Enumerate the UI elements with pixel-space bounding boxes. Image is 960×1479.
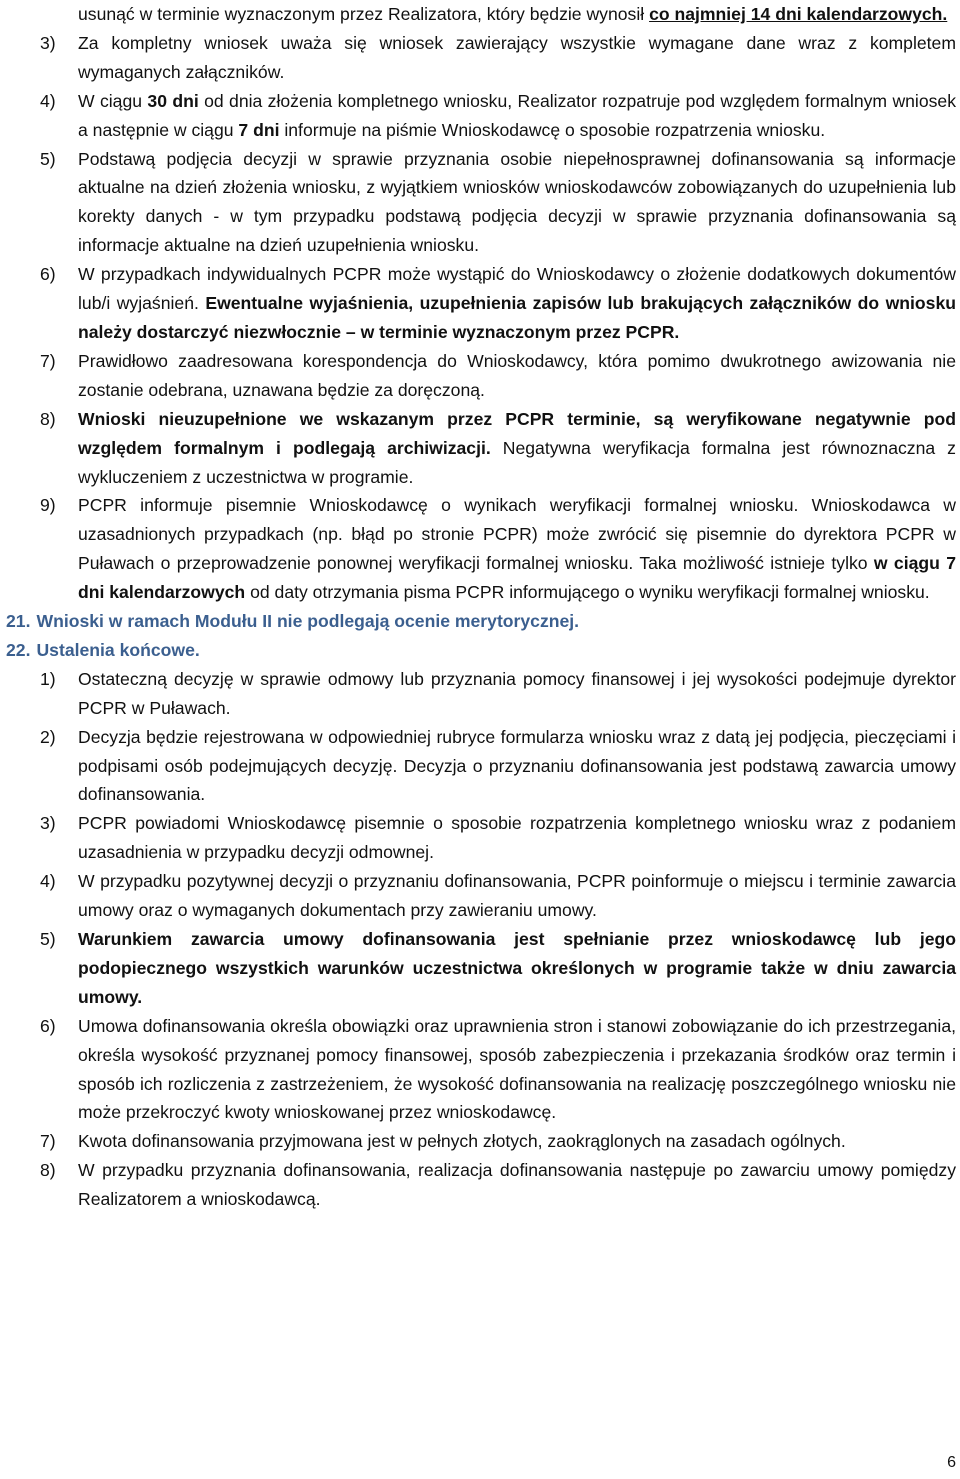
list-number: 5) — [40, 148, 56, 169]
final-item-5: 5) Warunkiem zawarcia umowy dofinansowania jest spełnianie przez wnioskodawcę lub jego podopiecznego wszystkich warunków uczestnictwa określonych w programie także w dniu zawarcia umowy. — [0, 925, 960, 1012]
list-number: 8) — [40, 1160, 56, 1181]
section-heading-21: 21. Wnioski w ramach Modułu II nie podlegają ocenie merytorycznej. — [6, 611, 580, 632]
list-number: 9) — [40, 495, 56, 516]
final-item-3: 3) PCPR powiadomi Wnioskodawcę pisemnie o sposobie rozpatrzenia kompletnego wniosku wraz z podaniem uzasadnienia w przypadku decyzji odmownej. — [0, 809, 960, 867]
list-number: 2) — [40, 726, 56, 747]
list-number: 3) — [40, 32, 56, 53]
list-item-7: 7) Prawidłowo zaadresowana korespondencja do Wnioskodawcy, która pomimo dwukrotnego awizowania nie zostanie odebrana, uznawana będzie za doręczoną. — [0, 347, 960, 405]
final-item-4: 4) W przypadku pozytywnej decyzji o przyznaniu dofinansowania, PCPR poinformuje o miejscu i terminie zawarcia umowy oraz o wymaganych dokumentach przy zawieraniu umowy. — [0, 867, 960, 925]
list-number: 7) — [40, 1131, 56, 1152]
list-item-5: 5) Podstawą podjęcia decyzji w sprawie przyznania osobie niepełnosprawnej dofinansowania są informacje aktualne na dzień złożenia wniosku, z wyjątkiem wniosków wnioskodawców zobowiązanych do uzupełnienia lub korekty danych - w tym przypadku podstawą podjęcia decyzji w sprawie przyznania dofinansowania są informacje aktualne na dzień uzupełnienia wniosku. — [0, 145, 960, 261]
list-number: 7) — [40, 350, 56, 371]
final-item-1: 1) Ostateczną decyzję w sprawie odmowy lub przyznania pomocy finansowej i jej wysokości podejmuje dyrektor PCPR w Puławach. — [0, 665, 960, 723]
final-item-6: 6) Umowa dofinansowania określa obowiązki oraz uprawnienia stron i stanowi zobowiązanie do ich przestrzegania, określa wysokość przyznanej pomocy finansowej, sposób zabezpieczenia i przekazania środków oraz termin i sposób ich rozliczenia z zastrzeżeniem, że wysokość dofinansowania na realizację poszczególnego wniosku nie może przekroczyć kwoty wnioskowanej przez wnioskodawcę. — [0, 1012, 960, 1128]
page-number: 6 — [947, 1454, 956, 1471]
final-item-7: 7) Kwota dofinansowania przyjmowana jest w pełnych złotych, zaokrąglonych na zasadach ogólnych. — [0, 1127, 960, 1156]
list-number: 4) — [40, 90, 56, 111]
continuation-paragraph: usunąć w terminie wyznaczonym przez Realizatora, który będzie wynosił co najmniej 14 dni kalendarzowych. — [78, 4, 948, 24]
list-number: 8) — [40, 408, 56, 429]
list-number: 5) — [40, 929, 56, 949]
list-item-4: 4) W ciągu 30 dni od dnia złożenia kompletnego wniosku, Realizator rozpatruje pod względem formalnym wniosek a następnie w ciągu 7 dni informuje na piśmie Wnioskodawcę o sposobie rozpatrzenia wniosku. — [0, 87, 960, 145]
list-item-8: 8) Wnioski nieuzupełnione we wskazanym przez PCPR terminie, są weryfikowane negatywnie pod względem formalnym i podlegają archiwizacji. Negatywna weryfikacja formalna jest równoznaczna z wykluczeniem z uczestnictwa w programie. — [0, 405, 960, 492]
list-item-9: 9) PCPR informuje pisemnie Wnioskodawcę o wynikach weryfikacji formalnej wniosku. Wnioskodawca w uzasadnionych przypadkach (np. błąd po stronie PCPR) może zwrócić się pisemnie do dyrektora PCPR w Puławach o przeprowadzenie ponownej weryfikacji formalnej wniosku. Taka możliwość istnieje tylko w ciągu 7 dni kalendarzowych od daty otrzymania pisma PCPR informującego o wyniku weryfikacji formalnej wniosku. — [0, 491, 960, 607]
list-number: 1) — [40, 668, 56, 689]
list-item-3: 3) Za kompletny wniosek uważa się wniosek zawierający wszystkie wymagane dane wraz z kompletem wymaganych załączników. — [0, 29, 960, 87]
section-heading-22: 22. Ustalenia końcowe. — [6, 639, 200, 660]
list-number: 6) — [40, 1015, 56, 1036]
list-number: 3) — [40, 813, 56, 834]
list-number: 4) — [40, 871, 56, 892]
final-item-8: 8) W przypadku przyznania dofinansowania, realizacja dofinansowania następuje po zawarciu umowy pomiędzy Realizatorem a wnioskodawcą. — [0, 1156, 960, 1214]
final-item-2: 2) Decyzja będzie rejestrowana w odpowiedniej rubryce formularza wniosku wraz z datą jej podjęcia, pieczęciami i podpisami osób podejmujących decyzję. Decyzja o przyznaniu dofinansowania jest podstawą zawarcia umowy dofinansowania. — [0, 723, 960, 810]
list-item-6: 6) W przypadkach indywidualnych PCPR może wystąpić do Wnioskodawcy o złożenie dodatkowych dokumentów lub/i wyjaśnień. Ewentualne wyjaśnienia, uzupełnienia zapisów lub brakujących załączników do wniosku należy dostarczyć niezwłocznie – w terminie wyznaczonym przez PCPR. — [0, 260, 960, 347]
deadline-emphasis: co najmniej 14 dni kalendarzowych. — [649, 4, 948, 24]
list-number: 6) — [40, 264, 56, 285]
